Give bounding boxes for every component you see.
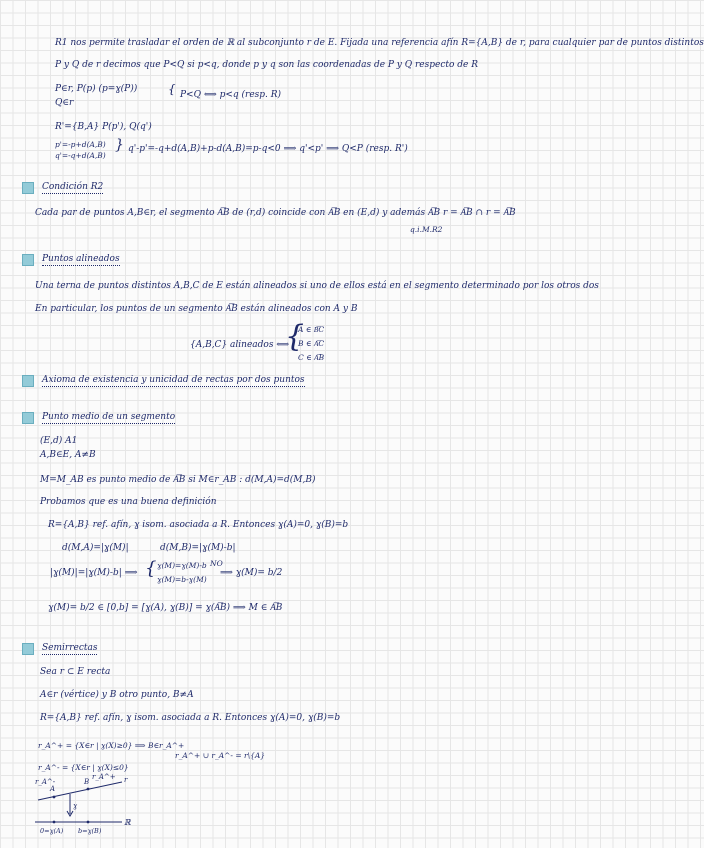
label-R: ℝ (124, 818, 131, 827)
r1-line-5: R'={B,A} P(p'), Q(q') (55, 122, 152, 132)
checkbox-icon[interactable] (22, 254, 34, 266)
alineados-line-3: {A,B,C} alineados ⟺ (190, 340, 290, 350)
section-heading-alineados (22, 253, 120, 267)
heading-label: Condición R2 (42, 182, 104, 192)
alineados-case-1: A ∈ B͞C (298, 325, 325, 334)
brace-alineados: { (285, 319, 305, 354)
label-r: r (124, 776, 128, 784)
medio-line-6a: d(M,A)=|ɣ(M)| (62, 543, 129, 553)
section-heading-r2 (22, 181, 103, 195)
medio-line-6b: d(M,B)=|ɣ(M)-b| (160, 543, 236, 553)
medio-line-2: A,B∈E, A≠B (40, 450, 96, 460)
medio-line-7a: |ɣ(M)|=|ɣ(M)-b| ⟹ (50, 568, 138, 578)
medio-line-3: M=M_AB es punto medio de A͞B si M∈r_AB : d(M,A)=d(M,B) (40, 475, 316, 485)
medio-line-4: Probamos que es una buena definición (40, 497, 217, 507)
checkbox-icon[interactable] (22, 182, 34, 194)
heading-label: Semirrectas (42, 643, 98, 653)
r1-line-3: P∈r, P(p) (p=ɣ(P)) (55, 84, 138, 94)
r1-line-2: P y Q de r decimos que P<Q si p<q, donde p y q son las coordenadas de P y Q respecto de R (55, 60, 478, 70)
semirrecta-diagram (30, 772, 190, 842)
alineados-line-2: En particular, los puntos de un segmento A͞B están alineados con A y B (35, 304, 358, 314)
r1-line-6b: q'=-q+d(A,B) (55, 151, 106, 160)
semirrectas-line-1: Sea r ⊂ E recta (40, 667, 111, 677)
checkbox-icon[interactable] (22, 643, 34, 655)
label-b: b=ɣ(B) (78, 827, 102, 835)
brace-medio: { (145, 558, 157, 579)
semirrectas-line-4b: r_A^+ ∪ r_A^- = r\{A} (175, 751, 266, 760)
brace-open: { (168, 82, 176, 96)
medio-line-7b: ɣ(M)=ɣ(M)-b (157, 561, 207, 570)
label-0: 0=ɣ(A) (40, 827, 64, 835)
section-heading-axioma (22, 374, 305, 388)
r1-line-4: Q∈r (55, 98, 74, 108)
r1-line-3b: P<Q ⟺ p<q (resp. R) (180, 90, 282, 100)
r1-line-6a: p'=-p+d(A,B) (55, 140, 106, 149)
heading-label: Punto medio de un segmento (42, 412, 176, 422)
heading-label: Axioma de existencia y unicidad de rectas por dos puntos (42, 375, 305, 385)
label-rA-plus: r_A^+ (92, 773, 116, 781)
medio-line-7e: ⟹ ɣ(M)= b/2 (220, 568, 283, 578)
semirrectas-line-3: R={A,B} ref. afín, ɣ isom. asociada a R. Entonces ɣ(A)=0, ɣ(B)=b (40, 713, 341, 723)
r2-note: q.i.M.R2 (410, 225, 443, 234)
r2-line-1: Cada par de puntos A,B∈r, el segmento A͞B de (r,d) coincide con A͞B en (E,d) y además A͞B r = A͞B ∩ r = A͞B (35, 208, 516, 218)
section-heading-medio (22, 411, 175, 425)
r1-line-6c: q'-p'=-q+d(A,B)+p-d(A,B)=p-q<0 ⟹ q'<p' ⟹ Q<P (resp. R') (128, 144, 408, 154)
r1-line-1: R1 nos permite trasladar el orden de ℝ al subconjunto r de E. Fijada una referencia afín R={A,B} de r, para cualquier par de puntos distintos (55, 38, 704, 48)
point-A (53, 796, 56, 799)
label-A: A (50, 785, 56, 793)
point-B (87, 788, 90, 791)
label-rA-minus: r_A^- (35, 778, 56, 786)
medio-line-7d: ɣ(M)=b-ɣ(M) (157, 575, 207, 584)
heading-label: Puntos alineados (42, 254, 120, 264)
medio-line-1: (E,d) A1 (40, 436, 78, 446)
semirrectas-line-4: r_A^+ = {X∈r | ɣ(X)≥0} ⟹ B∈r_A^+ (38, 741, 185, 750)
semirrectas-line-5: r_A^- = {X∈r | ɣ(X)≤0} (38, 763, 129, 772)
point-0 (53, 821, 56, 824)
section-heading-semirrectas (22, 642, 97, 656)
point-b (87, 821, 90, 824)
semirrectas-line-2: A∈r (vértice) y B otro punto, B≠A (40, 690, 194, 700)
medio-line-5: R={A,B} ref. afín, ɣ isom. asociada a R. Entonces ɣ(A)=0, ɣ(B)=b (48, 520, 349, 530)
brace-r1: } (115, 137, 124, 153)
checkbox-icon[interactable] (22, 412, 34, 424)
alineados-case-2: B ∈ A͞C (298, 339, 325, 348)
label-B: B (84, 778, 90, 786)
label-gamma: ɣ (73, 802, 78, 810)
alineados-line-1: Una terna de puntos distintos A,B,C de E están alineados si uno de ellos está en el segmento determinado por los otros dos (35, 281, 599, 291)
medio-line-8: ɣ(M)= b/2 ∈ [0,b] = [ɣ(A), ɣ(B)] = ɣ(A͞B) ⟹ M ∈ A͞B (48, 603, 283, 613)
medio-line-7c: NO (210, 559, 223, 568)
checkbox-icon[interactable] (22, 375, 34, 387)
alineados-case-3: C ∈ A͞B (298, 353, 325, 362)
